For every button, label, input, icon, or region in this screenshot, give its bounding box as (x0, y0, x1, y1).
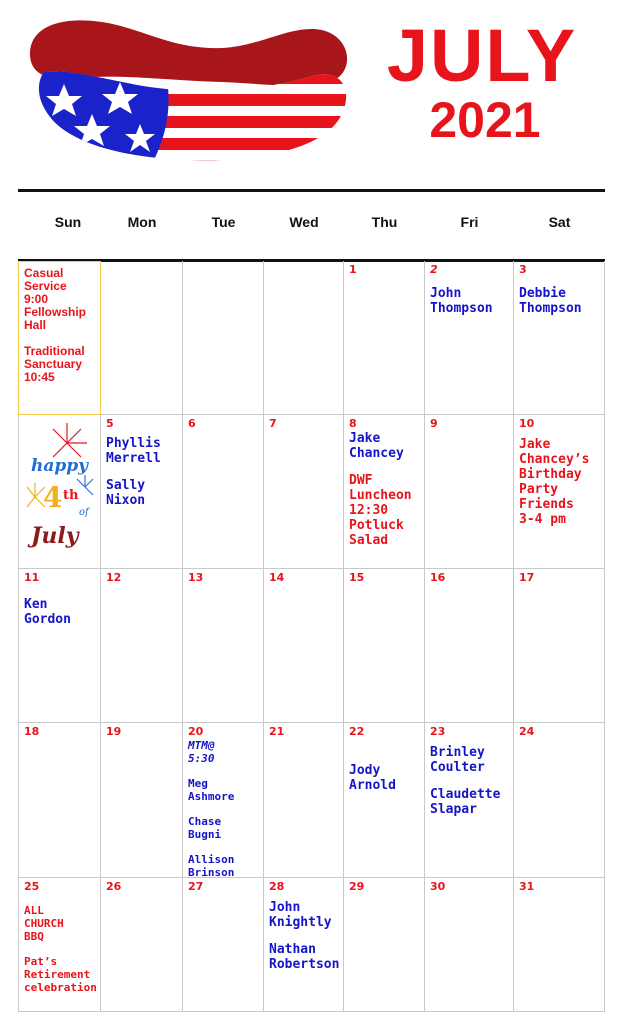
day-number: 8 (349, 417, 357, 430)
day-number: 30 (430, 880, 446, 893)
cell-day-5[interactable] (101, 415, 183, 569)
cell-day-28[interactable] (264, 878, 344, 1012)
day-number: 21 (269, 725, 285, 738)
cell-day-27[interactable] (183, 878, 264, 1012)
day-number: 19 (106, 725, 122, 738)
event-church-bbq: ALL CHURCH BBQ (24, 904, 64, 943)
cell-day-13[interactable] (183, 569, 264, 723)
cell-day-3[interactable] (514, 261, 605, 415)
traditional-service-event: Traditional Sanctuary 10:45 (24, 344, 85, 384)
casual-service-event: Casual Service 9:00 Fellowship Hall (24, 266, 87, 332)
day-number: 11 (24, 571, 40, 584)
day-number: 1 (349, 263, 357, 276)
weekday-fri: Fri (460, 214, 479, 230)
event-ken-gordon: Ken Gordon (24, 597, 71, 627)
cell-day-18[interactable] (18, 723, 101, 878)
cell-day-9[interactable] (425, 415, 514, 569)
day-number: 25 (24, 880, 40, 893)
cell-day-6[interactable] (183, 415, 264, 569)
day-number: 7 (269, 417, 277, 430)
day-number: 14 (269, 571, 285, 584)
event-jake-chancey: Jake Chancey (349, 431, 404, 461)
event-allison-brinson: Allison Brinson (188, 853, 235, 878)
year-title: 2021 (429, 92, 541, 148)
cell-day-2[interactable] (425, 261, 514, 415)
event-phyllis-merrell: Phyllis Merrell (106, 436, 161, 466)
weekday-tue: Tue (211, 214, 236, 230)
weekday-sat: Sat (548, 214, 571, 230)
cell-day-8[interactable] (344, 415, 425, 569)
event-meg-ashmore: Meg Ashmore (188, 777, 235, 803)
cell-day-19[interactable] (101, 723, 183, 878)
cell-sun-4th[interactable] (18, 415, 101, 569)
happy-4th-of-july-icon (25, 421, 95, 561)
cell-day-30[interactable] (425, 878, 514, 1012)
cell-day-10[interactable] (514, 415, 605, 569)
cell-empty[interactable] (101, 261, 183, 415)
svg-text:happy: happy (31, 456, 89, 476)
day-number: 28 (269, 880, 285, 893)
event-mtm: MTM@ 5:30 (188, 739, 215, 765)
cell-day-16[interactable] (425, 569, 514, 723)
event-claudette-slapar: Claudette Slapar (430, 787, 501, 817)
event-retirement-celebration: Pat’s Retirement celebration (24, 955, 97, 994)
day-number: 13 (188, 571, 204, 584)
svg-text:4: 4 (43, 481, 63, 514)
day-number: 6 (188, 417, 196, 430)
cell-day-17[interactable] (514, 569, 605, 723)
day-number: 15 (349, 571, 365, 584)
cell-day-12[interactable] (101, 569, 183, 723)
cell-day-25[interactable] (18, 878, 101, 1012)
cell-day-23[interactable] (425, 723, 514, 878)
weekday-thu: Thu (371, 214, 398, 230)
flag-hotdog-icon (22, 14, 352, 164)
event-dwf-luncheon: DWF Luncheon 12:30 Potluck Salad (349, 473, 412, 548)
day-number: 12 (106, 571, 122, 584)
event-jody-arnold: Jody Arnold (349, 763, 396, 793)
cell-day-31[interactable] (514, 878, 605, 1012)
day-number: 26 (106, 880, 122, 893)
month-title: JULY (386, 14, 578, 97)
calendar-grid (18, 261, 605, 1012)
day-number: 31 (519, 880, 535, 893)
event-john-thompson: John Thompson (430, 286, 493, 316)
svg-text:th: th (63, 488, 79, 503)
day-number: 3 (519, 263, 527, 276)
event-brinley-coulter: Brinley Coulter (430, 745, 485, 775)
header-divider (18, 189, 605, 192)
cell-day-26[interactable] (101, 878, 183, 1012)
weekday-mon: Mon (127, 214, 157, 230)
event-debbie-thompson: Debbie Thompson (519, 286, 582, 316)
event-chase-bugni: Chase Bugni (188, 815, 222, 841)
day-number: 9 (430, 417, 438, 430)
svg-text:July: July (31, 523, 79, 549)
cell-day-1[interactable] (344, 261, 425, 415)
cell-day-29[interactable] (344, 878, 425, 1012)
cell-day-22[interactable] (344, 723, 425, 878)
event-nathan-robertson: Nathan Robertson (269, 942, 340, 972)
cell-empty[interactable] (264, 261, 344, 415)
day-number: 22 (349, 725, 365, 738)
cell-day-14[interactable] (264, 569, 344, 723)
cell-sun-services[interactable] (18, 261, 101, 415)
weekday-sun: Sun (54, 214, 82, 230)
day-number: 27 (188, 880, 204, 893)
svg-text:of: of (79, 507, 89, 518)
cell-day-11[interactable] (18, 569, 101, 723)
day-number: 24 (519, 725, 535, 738)
day-number: 16 (430, 571, 446, 584)
cell-day-21[interactable] (264, 723, 344, 878)
day-number: 18 (24, 725, 40, 738)
day-number: 10 (519, 417, 535, 430)
weekday-wed: Wed (289, 214, 319, 230)
event-birthday-party: Jake Chancey’s Birthday Party Friends 3-4 pm (519, 437, 590, 527)
day-number: 5 (106, 417, 114, 430)
event-john-knightly: John Knightly (269, 900, 332, 930)
cell-day-15[interactable] (344, 569, 425, 723)
day-number: 20 (188, 725, 204, 738)
event-sally-nixon: Sally Nixon (106, 478, 146, 508)
cell-day-20[interactable] (183, 723, 264, 878)
day-number: 29 (349, 880, 365, 893)
day-number: 17 (519, 571, 535, 584)
cell-day-24[interactable] (514, 723, 605, 878)
cell-empty[interactable] (183, 261, 264, 415)
day-number: 23 (430, 725, 446, 738)
day-number: 2 (430, 263, 438, 276)
cell-day-7[interactable] (264, 415, 344, 569)
